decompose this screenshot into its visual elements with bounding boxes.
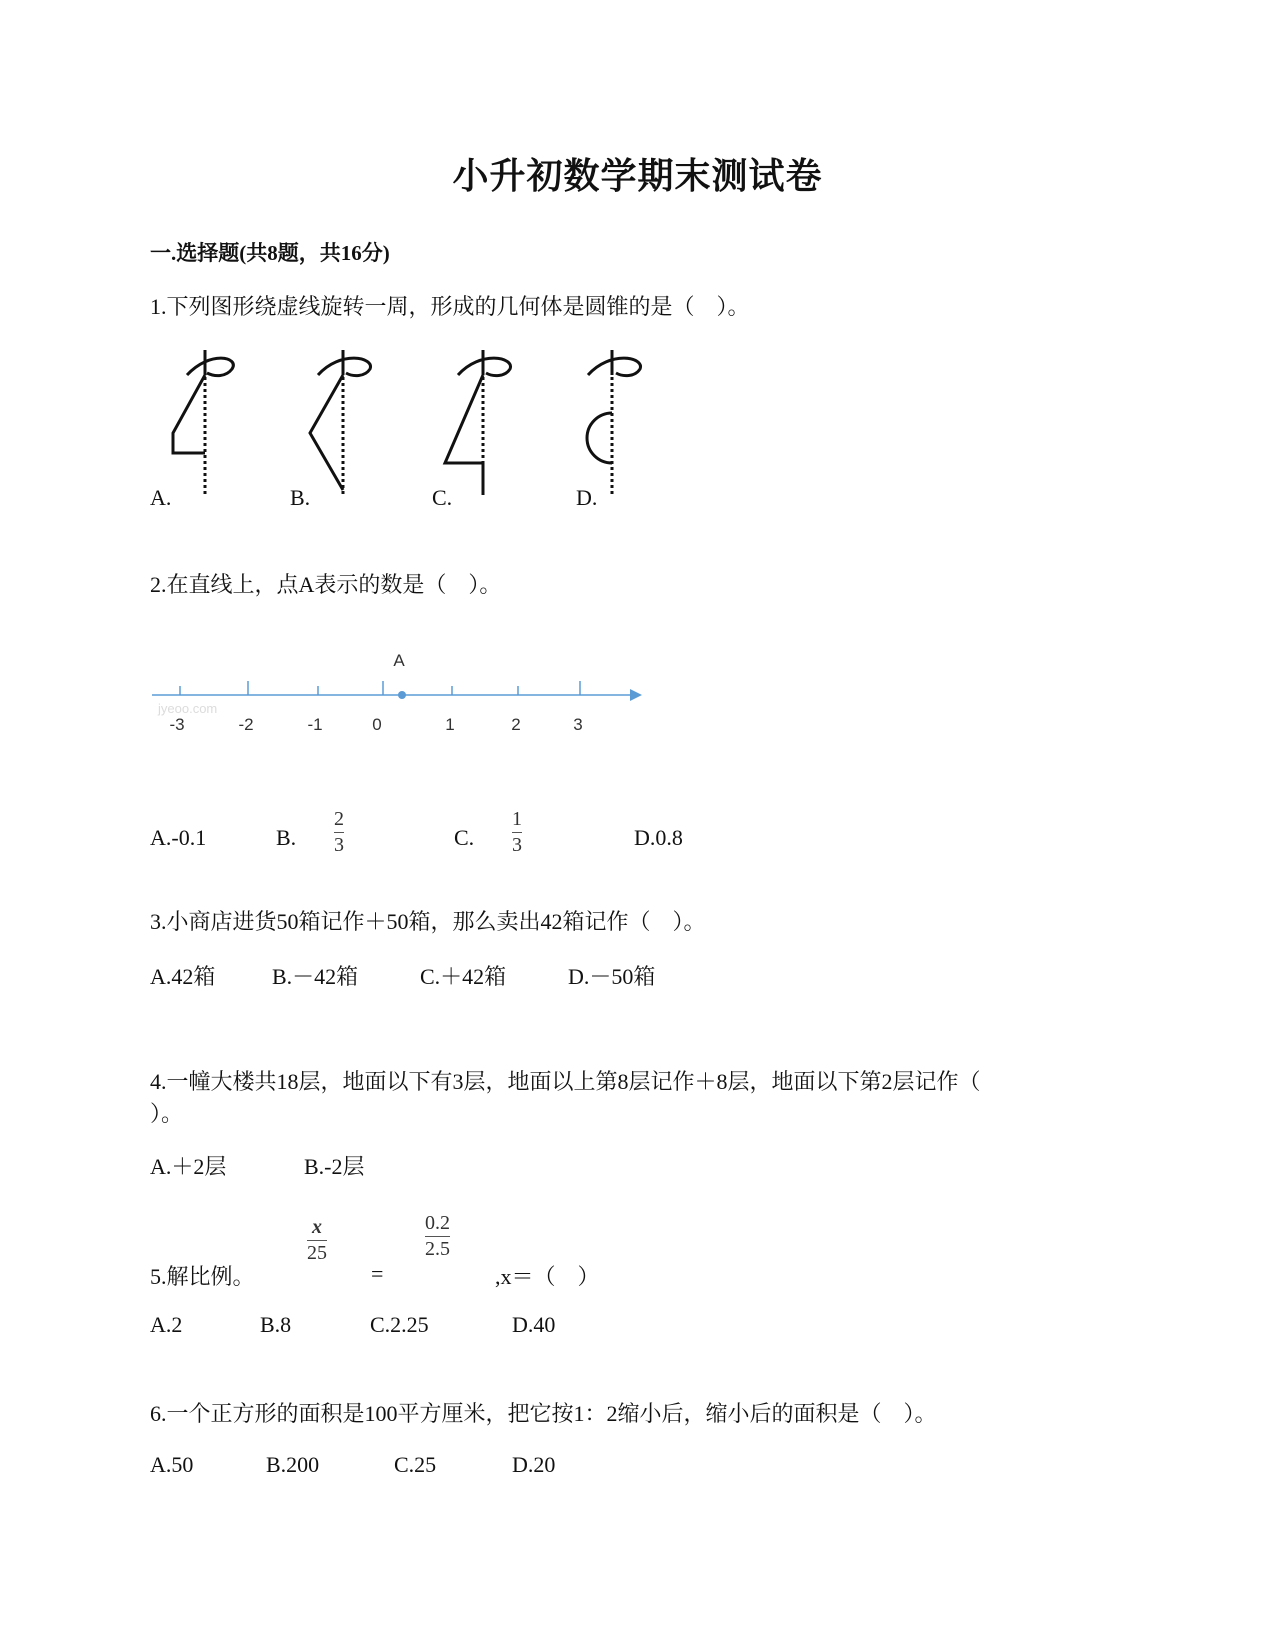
question-5-suffix: ,x＝（ ） <box>495 1264 600 1289</box>
point-a <box>398 691 406 699</box>
question-5-prefix: 5.解比例。 <box>150 1264 255 1289</box>
q5-fraction-2: 0.2 2.5 <box>425 1212 450 1260</box>
q2-option-b[interactable]: B. <box>276 825 297 850</box>
question-1-text: 1.下列图形绕虚线旋转一周，形成的几何体是圆锥的是（ ）。 <box>150 294 750 319</box>
q5-equals: = <box>371 1261 384 1286</box>
q5-option-b[interactable]: B.8 <box>260 1312 292 1337</box>
q5-fraction-1: x 25 <box>307 1216 327 1264</box>
figure-d <box>587 350 640 495</box>
question-4-line2: ）。 <box>150 1101 184 1126</box>
q6-option-a[interactable]: A.50 <box>150 1452 194 1477</box>
figure-c <box>445 350 510 495</box>
q3-option-d[interactable]: D.－50箱 <box>568 964 656 989</box>
tick-label-2: 2 <box>511 715 521 734</box>
tick-label-neg3: -3 <box>169 715 185 734</box>
tick-label-1: 1 <box>445 715 455 734</box>
q2-option-a[interactable]: A.-0.1 <box>150 825 207 850</box>
question-2-text: 2.在直线上，点A表示的数是（ ）。 <box>150 572 502 597</box>
q6-option-b[interactable]: B.200 <box>266 1452 320 1477</box>
tick-label-neg1: -1 <box>307 715 323 734</box>
figure-a <box>173 350 233 495</box>
tick-label-0: 0 <box>372 715 382 734</box>
q6-option-c[interactable]: C.25 <box>394 1452 437 1477</box>
q5-option-a[interactable]: A.2 <box>150 1312 183 1337</box>
q2-option-d[interactable]: D.0.8 <box>634 825 683 850</box>
question-3-text: 3.小商店进货50箱记作＋50箱，那么卖出42箱记作（ ）。 <box>150 909 706 934</box>
page-title: 小升初数学期末测试卷 <box>452 156 823 196</box>
q5-option-c[interactable]: C.2.25 <box>370 1312 429 1337</box>
q4-option-a[interactable]: A.＋2层 <box>150 1154 227 1179</box>
q1-option-c[interactable]: C. <box>432 485 453 510</box>
q4-option-b[interactable]: B.-2层 <box>304 1154 365 1179</box>
q1-figures <box>160 345 680 505</box>
number-line <box>150 650 650 750</box>
tick-label-neg2: -2 <box>238 715 254 734</box>
point-a-label: A <box>393 651 405 670</box>
q2-fraction-c: 1 3 <box>512 808 522 856</box>
watermark: jyeoo.com <box>158 701 218 716</box>
figure-b <box>310 350 370 495</box>
question-6-text: 6.一个正方形的面积是100平方厘米，把它按1：2缩小后，缩小后的面积是（ ）。 <box>150 1401 937 1426</box>
q3-option-c[interactable]: C.＋42箱 <box>420 964 507 989</box>
q3-option-a[interactable]: A.42箱 <box>150 964 216 989</box>
tick-label-3: 3 <box>573 715 583 734</box>
q1-option-a[interactable]: A. <box>150 485 172 510</box>
q1-option-d[interactable]: D. <box>576 485 598 510</box>
section-heading: 一.选择题(共8题，共16分) <box>150 241 390 265</box>
q3-option-b[interactable]: B.－42箱 <box>272 964 359 989</box>
q6-option-d[interactable]: D.20 <box>512 1452 556 1477</box>
q5-option-d[interactable]: D.40 <box>512 1312 556 1337</box>
question-4-line1: 4.一幢大楼共18层，地面以下有3层，地面以上第8层记作＋8层，地面以下第2层记作（ <box>150 1069 981 1094</box>
q1-option-b[interactable]: B. <box>290 485 311 510</box>
q2-option-c[interactable]: C. <box>454 825 475 850</box>
q2-fraction-b: 2 3 <box>334 808 344 856</box>
